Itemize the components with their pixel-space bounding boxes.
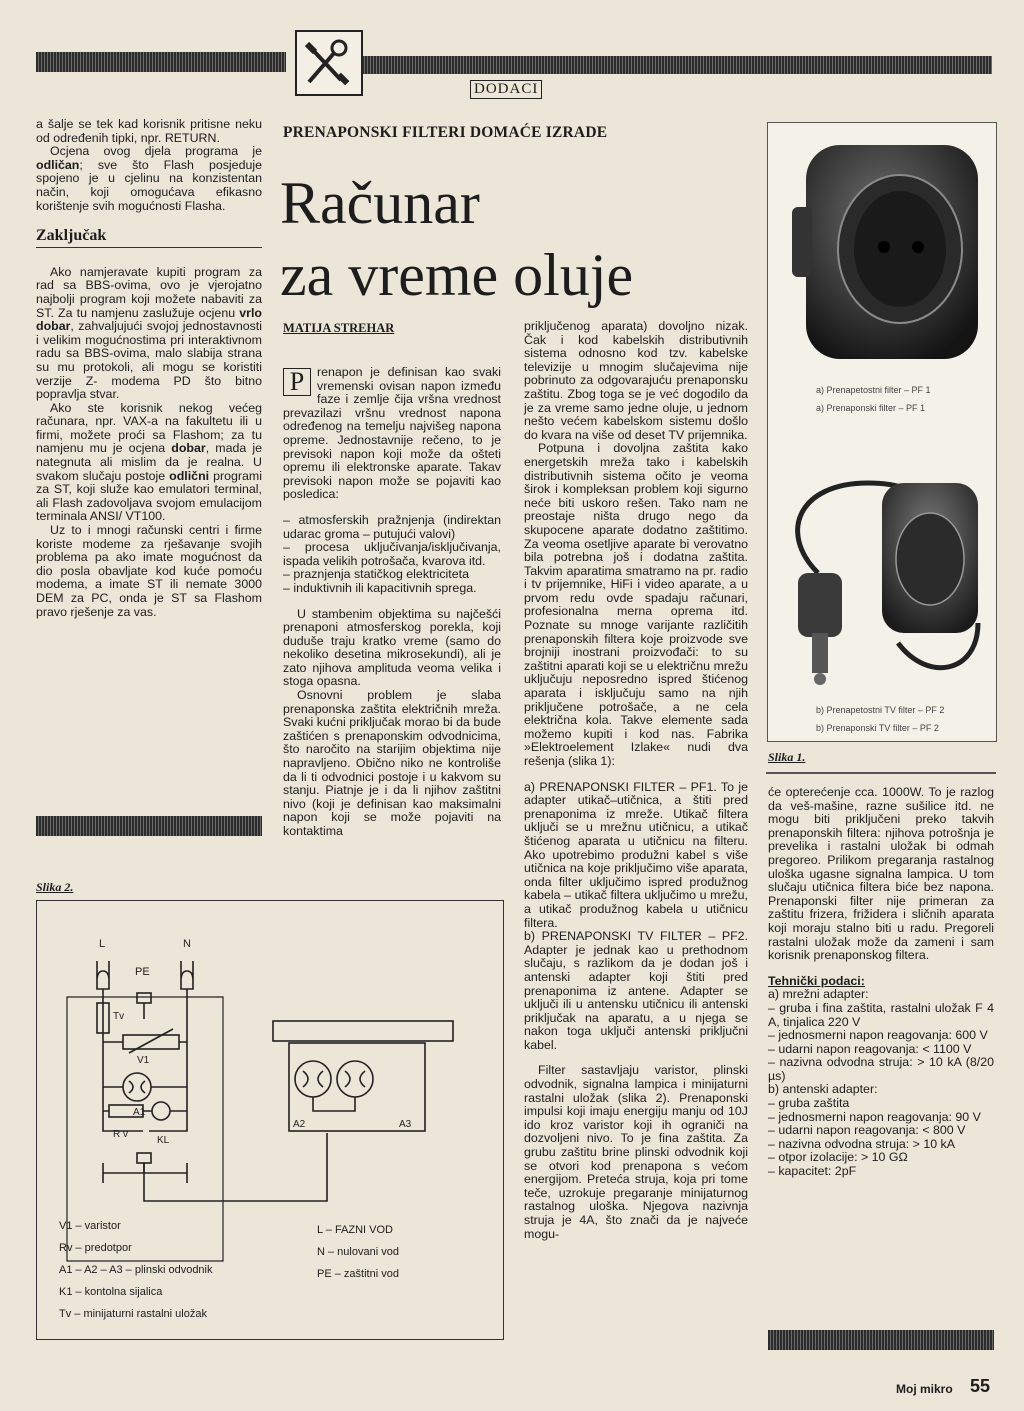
legend-left-item: A1 – A2 – A3 – plinski odvodnik bbox=[59, 1264, 213, 1276]
middle-column bbox=[283, 366, 501, 839]
spec-b: b) antenski adapter: bbox=[768, 1082, 878, 1097]
spec-title: Tehnički podaci: bbox=[768, 973, 865, 988]
left-para-2: Ako namjeravate kupiti program za rad sa BBS-ovima, ovo je vjerojatno najbolji program koji možete nabaviti za ST. Za tu namjenu zaslužuje ocjenu vrlo dobar, zahvaljujući svojoj jednostavnosti i velikim mogućnostima pri interaktivnom radu sa BBS-ovima, malo slabija strana su mu protokoli, ali mogu se koristiti verzije Z- modema PD što bitno popravlja stvar. bbox=[36, 264, 262, 402]
lead-paragraph: P renapon je definisan kao svaki vremenski ovisan napon između faze i zemlje čija vršna vrednost prevazilazi vršnu vrednost napona određenog na temelju najvišeg napona opreme. Jednostavnije rečeno, to je previsoki napon koji može da ošteti opremu ili elektronske aparate. Takav previsoki napon može se pojaviti kao posledica: bbox=[283, 365, 501, 502]
fig2-label-PE: PE bbox=[135, 966, 150, 978]
figure-1-label: Slika 1. bbox=[768, 750, 806, 764]
drop-cap: P bbox=[283, 368, 311, 396]
left-para-1: Ocjena ovog djela programa je odličan; sve što Flash posjeduje spojeno je u cjelinu na konzistentan način, koji omogućava efikasno korištenje svih mogućnosti Flasha. bbox=[36, 144, 262, 213]
legend-right bbox=[317, 1219, 399, 1285]
left-para-4: Uz to i mnogi računski centri i firme koriste modeme za rješavanje svojih problema pa ako imate mogućnost da dio posla obavljate kod kuće pomoću modema, a imate ST ili nemate 3000 DEM za PC, onda je ST sa Flashom pravo rješenje za vas. bbox=[36, 523, 262, 619]
spec-a1: – gruba i fina zaštita, rastalni uložak F 4 A, tinjalica 220 V bbox=[768, 1000, 994, 1029]
far-right-bottom-rule bbox=[768, 1330, 994, 1350]
spec-b1: – gruba zaštita bbox=[768, 1096, 850, 1111]
mid-para-3: Osnovni problem je slaba prenaponska zaštita električnih mreža. Svaki kućni priključak morao bi da bude zaštićen s prenaponskim odvodnicima, što naročito na starijim objektima nije napravljeno. Obično niko ne kontroliše da li ti odvodnici postoje i u kakvom su stanju. Piatnje je i da li njihov zaštitni nivo (koji je definisan kao maksimalni napon koji se može pojaviti na kontaktima bbox=[283, 688, 501, 838]
footer-magazine: Moj mikro bbox=[896, 1382, 953, 1396]
fig2-label-A3: A3 bbox=[399, 1119, 412, 1130]
left-column bbox=[36, 118, 262, 619]
legend-left bbox=[59, 1215, 213, 1325]
pf2-tv-adapter-photo bbox=[778, 473, 988, 693]
cause-item-2: – procesa uključivanja/isključivanja, ispada velikih potrošača, kvarova itd. bbox=[283, 540, 501, 568]
caption-b1: b) Prenapetostni TV filter – PF 2 bbox=[816, 705, 945, 715]
figure-2-label: Slika 2. bbox=[36, 880, 74, 894]
fig2-label-N: N bbox=[183, 938, 191, 950]
legend-left-item: K1 – kontolna sijalica bbox=[59, 1286, 163, 1298]
right-text-column bbox=[524, 320, 748, 1241]
spec-b4: – nazivna odvodna struja: > 10 kA bbox=[768, 1136, 956, 1151]
spec-b2: – jednosmerni napon reagovanja: 90 V bbox=[768, 1109, 981, 1124]
title-line-1: Računar bbox=[280, 170, 480, 236]
footer-page-number: 55 bbox=[970, 1376, 991, 1396]
caption-a2: a) Prenaponski filter – PF 1 bbox=[816, 403, 926, 413]
far-right-column bbox=[768, 786, 994, 1179]
legend-left-item: V1 – varistor bbox=[59, 1220, 121, 1232]
legend-right-item: L – FAZNI VOD bbox=[317, 1224, 394, 1236]
author: MATIJA STREHAR bbox=[283, 321, 395, 335]
conclusion-heading: Zaključak bbox=[36, 229, 262, 248]
fig2-label-Tv: Tv bbox=[113, 1011, 125, 1022]
top-rule-left bbox=[36, 52, 286, 72]
figure-2-frame bbox=[36, 900, 504, 1340]
left-bottom-rule bbox=[36, 816, 262, 836]
figure-1-rule bbox=[766, 772, 996, 774]
caption-a1: a) Prenapetostni filter – PF 1 bbox=[816, 385, 931, 395]
spec-b5: – otpor izolacije: > 10 GΩ bbox=[768, 1150, 908, 1165]
cause-item-3: – praznjenja statičkog elektriciteta bbox=[283, 567, 469, 582]
spec-a2: – jednosmerni napon reagovanja: 600 V bbox=[768, 1028, 988, 1043]
spec-a4: – nazivna odvodna struja: > 10 kA (8/20 µs) bbox=[768, 1055, 994, 1083]
section-tag-text: DODACI bbox=[474, 81, 539, 97]
spec-a: a) mrežni adapter: bbox=[768, 987, 869, 1002]
fig2-label-L: L bbox=[99, 938, 106, 950]
left-intro: a šalje se tek kad korisnik pritisne neku od određenih tipki, npr. RETURN. bbox=[36, 117, 262, 145]
fig2-label-V1: V1 bbox=[137, 1055, 150, 1066]
right-para-2: Potpuna i dovoljna zaštita kako energetskih mreža tako i kabelskih distributivnih sistema očito je veoma širok i kompleksan problem koji sigurno neće biti uskoro rešen. Tako nam ne preostaje ništa drugo nego da skupocene aparate dodatno zaštitimo. Za veoma osetljive aparate bi verovatno bila potrebna još i dodatna zaštita. Takvim aparatima smatramo na pr. radio i tv prijemnike, HiFi i video aparate, a u prvom redu ovde spadaju računari, profesionalna merna oprema itd. Poznate su mnoge varijante različitih prenaponskih filtera koje proizvode sve brojniji inostrani proizvođači: to su zaštitni aparati koji se u električnu mrežu uključuju neposredno ispred štićenog aparata i isključuju samo na njih priključene potrošače, a ne cela električna kola. Takve elemente sada možemo kupiti i kod nas. Fabrika »Elektroelement Izlake« nudi dva rešenja (slika 1): bbox=[524, 441, 748, 768]
kicker: PRENAPONSKI FILTERI DOMAĆE IZRADE bbox=[283, 124, 608, 141]
legend-left-item: Rv – predotpor bbox=[59, 1242, 132, 1254]
mid-para-2: U stambenim objektima su najčešći prenaponi atmosferskog porekla, koji duduše traju kratko vreme (samo do nekoliko desetina mikrosekundi), ali je zato njihova amplituda veoma velika i stoga opasna. bbox=[283, 606, 501, 689]
spec-b6: – kapacitet: 2pF bbox=[768, 1164, 857, 1179]
legend-left-item: Tv – minijaturni rastalni uložak bbox=[59, 1308, 207, 1320]
fig2-label-A2: A2 bbox=[293, 1119, 306, 1130]
pf1-adapter-photo bbox=[788, 137, 988, 377]
legend-right-item: PE – zaštitni vod bbox=[317, 1268, 399, 1280]
tools-icon bbox=[295, 30, 363, 96]
title-line-2: za vreme oluje bbox=[280, 242, 634, 308]
far-right-para-1: će opterećenje cca. 1000W. To je razlog da veš-mašine, razne sušilice itd. ne mogu biti priključeni preko takvih prenaponskih filtera: njihova potrošnja je prevelika i rastalni uložak bi odmah pregoreo. Prilikom pregaranja rastalnog uloška ugasne signalna lampica. U tom slučaju utičnica filtera biće bez napona. Prenaponski filter nije primeran za zaštitu frizera, frižidera i sličnih aparata koji moraju stalno biti u radu. Pregoreli rastalni uložak može da zameni i sam korisnik prenaponskog filtera. bbox=[768, 785, 994, 963]
right-para-3: a) PRENAPONSKI FILTER – PF1. To je adapter utikač–utičnica, a štiti pred prenaponima iz mreže. Utikač filtera uključi se u mrežnu utičnicu, a utikač štićenog aparata u utičnicu na filteru. Ako upotrebimo produžni kabel s više utičnica na koje priključimo više aparata, onda filter uključimo ispred produžnog kabela – utikač filtera uključimo u mrežu, a utikač produžnog kabela u utičnicu filtera. bbox=[524, 779, 748, 930]
right-para-5: Filter sastavljaju varistor, plinski odvodnik, signalna lampica i minijaturni rastalni uložak (slika 2). Prenaponski impulsi koji imaju energiju manju od 10J ido kroz varistor koji ih ograniči na dozvoljeni nivo. To je fina zaštita. Za grubu zaštitu brine plinski odvodnik koji se otvori kod prenapona s većom energijom. Preteća struja, koja pri tome teče, uzrokuje pregaranje minijaturnog rastalnog uloška. Njegova nazivnja struja je 4A, što znači da je najveće mogu- bbox=[524, 1063, 748, 1241]
caption-b2: b) Prenaponski TV filter – PF 2 bbox=[816, 723, 939, 733]
left-para-3: Ako ste korisnik nekog većeg računara, npr. VAX-a na fakultetu ili u firmi, možete proći sa Flashom; za tu namjenu mu je ocjena dobar, mada je nategnuta ali mislim da je realna. U svakom slučaju postoje odlični programi za ST, koji služe kao emulatori terminal, ali Flash zadovoljava svojom emulacijom terminala ANSI/ VT100. bbox=[36, 400, 262, 524]
figure-1-panel bbox=[767, 122, 997, 742]
fig2-label-Rv: R v bbox=[113, 1129, 128, 1140]
cause-item-1: – atmosferskih pražnjenja (indirektan udarac groma – putujući valovi) bbox=[283, 512, 501, 541]
section-tag bbox=[470, 80, 542, 99]
fig2-label-A1: A1 bbox=[133, 1107, 146, 1118]
spec-a3: – udarni napon reagovanja: < 1100 V bbox=[768, 1041, 972, 1056]
legend-right-item: N – nulovani vod bbox=[317, 1246, 399, 1258]
spec-b3: – udarni napon reagovanja: < 800 V bbox=[768, 1123, 966, 1138]
cause-item-4: – induktivnih ili kapacitivnih sprega. bbox=[283, 580, 477, 595]
right-para-1: priključenog aparata) dovoljno nizak. Čak i kod kabelskih distributivnih sistema odnosno kod tzv. kabelske televizije u mnogim slučajevima nije pobrinuto za odgovarajuću prenaponsku zaštitu. Zbog toga se je već dogodilo da je za vreme samo jedne oluje, u jednom nešto većem kabelskom sistemu došlo do kvara na više od deset TV prijemnika. bbox=[524, 319, 748, 442]
right-para-4: b) PRENAPONSKI TV FILTER – PF2. Adapter je jednak kao u prethodnom slučaju, s razlikom da je dodan još i antenski adapter koji štiti pred prenaponima iz antene. Adapter se uključi ili u antensku utičnicu ili antenski priključak na aparatu, a u njega se nakon toga uključi antenski priključni kabel. bbox=[524, 929, 748, 1052]
top-rule-right bbox=[362, 56, 992, 74]
fig2-label-KL: KL bbox=[157, 1135, 170, 1146]
